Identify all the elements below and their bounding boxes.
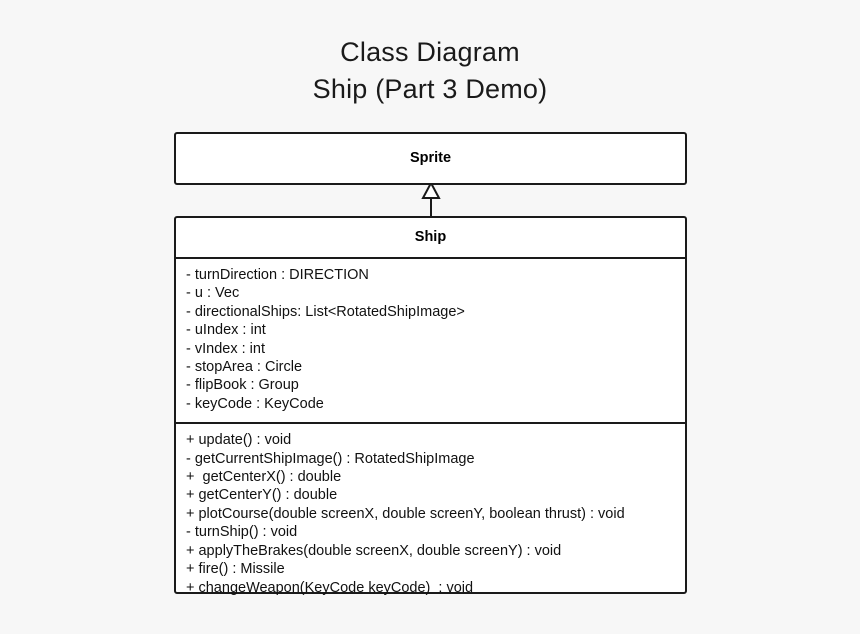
uml-operation: + fire() : Missile — [186, 561, 285, 578]
uml-operation: + changeWeapon(KeyCode keyCode) : void — [186, 579, 474, 596]
uml-operation: + plotCourse(double screenX, double screenY, boolean thrust) : void — [186, 505, 625, 522]
uml-attributes-compartment — [176, 257, 685, 422]
uml-attribute: - keyCode : KeyCode — [186, 395, 324, 412]
title-line-1: Class Diagram — [340, 37, 520, 67]
page-title — [0, 34, 860, 108]
uml-class-ship-name: Ship — [414, 229, 447, 245]
uml-class-ship[interactable] — [174, 216, 687, 594]
uml-attribute: - flipBook : Group — [186, 377, 299, 394]
uml-attribute: - vIndex : int — [186, 340, 265, 357]
uml-operation: - getCurrentShipImage() : RotatedShipImage — [186, 450, 475, 467]
generalization-arrow-icon — [414, 183, 448, 219]
uml-operation: + update() : void — [186, 432, 292, 449]
uml-operation: + getCenterX() : double — [186, 469, 342, 486]
uml-attribute: - turnDirection : DIRECTION — [186, 267, 369, 283]
uml-class-sprite[interactable] — [174, 132, 687, 185]
uml-attribute: - uIndex : int — [186, 322, 266, 339]
uml-operation: + applyTheBrakes(double screenX, double screenY) : void — [186, 542, 562, 559]
uml-operations-compartment — [176, 422, 685, 606]
uml-class-sprite-name: Sprite — [409, 150, 452, 166]
uml-operation: + getCenterY() : double — [186, 487, 338, 504]
uml-attribute: - directionalShips: List<RotatedShipImage> — [186, 303, 465, 320]
uml-attribute: - u : Vec — [186, 285, 240, 302]
uml-attribute: - stopArea : Circle — [186, 359, 303, 376]
uml-operation: - turnShip() : void — [186, 524, 298, 541]
title-line-2: Ship (Part 3 Demo) — [312, 74, 548, 104]
